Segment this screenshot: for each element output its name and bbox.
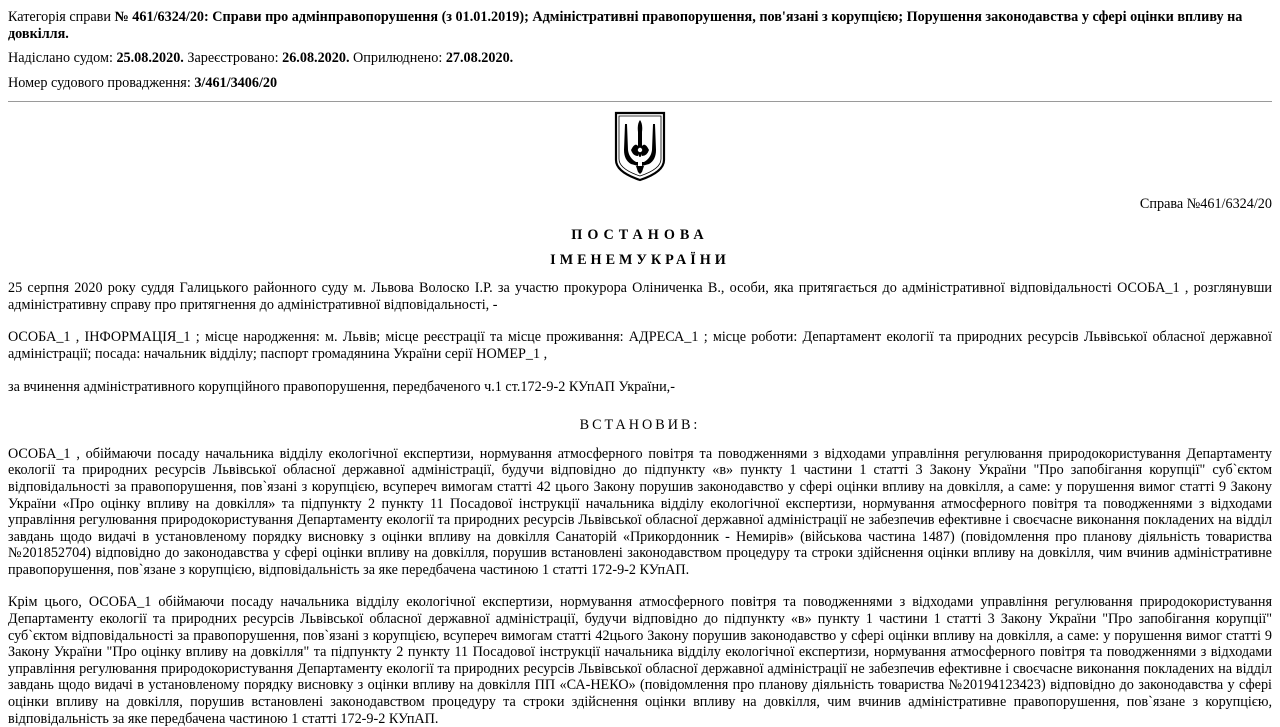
decision-heading: ПОСТАНОВА	[571, 226, 709, 243]
registered-date: 26.08.2020.	[282, 50, 350, 67]
case-category-value: № 461/6324/20: Справи про адмінправопорушення (з 01.01.2019); Адміністративні правопорушення, пов'язані з корупцією; Порушення законодавства у сфері оцінки впливу на довкілля.	[8, 9, 1243, 42]
case-category-line	[8, 9, 1272, 42]
paragraph-charge: за вчинення адміністративного корупційного правопорушення, передбаченого ч.1 ст.172-9-2 КУпАП України,-	[8, 378, 675, 395]
in-the-name-of-ukraine-heading: ІМЕНЕМУКРАЇНИ	[550, 251, 730, 268]
published-date: 27.08.2020.	[445, 50, 514, 67]
paragraph-person: ОСОБА_1 , ІНФОРМАЦІЯ_1 ; місце народження: м. Львів; місце реєстрації та місце проживання: АДРЕСА_1 ; місце роботи: Департамент екології та природних ресурсів Львівської обласної державної адміністрації; посада: начальник відділу; паспорт громадянина України серії НОМЕР_1 ,	[8, 329, 1272, 362]
proceeding-line	[8, 75, 1272, 92]
registered-label: Зареєстровано:	[183, 50, 283, 67]
header-divider	[8, 101, 1272, 102]
paragraph-findings-2: Крім цього, ОСОБА_1 обіймаючи посаду начальника відділу екологічної експертизи, нормування атмосферного повітря та поводженнями з відходами управління регулювання природокористування Департаменту екології та природних ресурсів Львівської обласної державної адміністрації, будучи відповідно до підпункту «в» пункту 1 частини 1 статті 3 Закону України "Про запобігання корупції" суб`єктом відповідальності за правопорушення, пов`язані з корупцією, всупереч вимогам статті 42цього Закону порушив законодавство у сфері оцінки впливу на довкілля, а саме: у порушення вимог статті 9 Закону України "Про оцінку впливу на довкілля" та підпункту 2 пункту 11 Посадової інструкції начальника відділу екологічної експертизи, нормування атмосферного повітря та поводженнями з відходами управління регулювання природокористування Департаменту екології та природних ресурсів Львівської обласної державної адміністрації не забезпечив ефективне і своєчасне виконання покладених на відділ завдань щодо видачі в установленому порядку висновку з оцінки впливу на довкілля ПП «СА-НЕКО» (повідомлення про планову діяльність товариства №20194123423) відповідно до законодавства у сфері оцінки впливу на довкілля, порушив встановлені законодавством процедуру та строки здійснення оцінки впливу на довкілля, чим вчинив адміністративне правопорушення, пов`язане з корупцією, відповідальність за яке передбачена частиною 1 статті 172-9-2 КУпАП.	[8, 594, 1272, 727]
proceeding-label: Номер судового провадження:	[8, 74, 195, 91]
published-label: Оприлюднено:	[349, 50, 446, 67]
established-heading: ВСТАНОВИВ:	[579, 417, 701, 434]
case-category-label: Категорія справи	[8, 9, 115, 25]
sent-date: 25.08.2020.	[116, 50, 184, 67]
dates-line	[8, 50, 1272, 67]
document-metadata	[8, 9, 1272, 91]
proceeding-number: 3/461/3406/20	[194, 74, 278, 91]
sent-label: Надіслано судом:	[8, 50, 117, 67]
paragraph-intro: 25 серпня 2020 року суддя Галицького районного суду м. Львова Волоско І.Р. за участю прокурора Оліниченка В., особи, яка притягається до адміністративної відповідальності ОСОБА_1 , розглянувши адміністративну справу про притягнення до адміністративної відповідальності, -	[8, 280, 1272, 313]
case-reference: Справа №461/6324/20	[1139, 196, 1272, 213]
coat-of-arms-icon	[8, 110, 1272, 182]
paragraph-findings-1: ОСОБА_1 , обіймаючи посаду начальника відділу екологічної експертизи, нормування атмосферного повітря та поводженнями з відходами управління регулювання природокористування Департаменту екології та природних ресурсів Львівської обласної державної адміністрації, будучи відповідно до підпункту «в» пункту 1 частини 1 статті 3 Закону України "Про запобігання корупції" суб`єктом відповідальності за правопорушення, пов`язані з корупцією, всупереч вимогам статті 42 цього Закону порушив законодавство у сфері оцінки впливу на довкілля, а саме: у порушення вимог статті 9 Закону України «Про оцінку впливу на довкілля» та підпункту 2 пункту 11 Посадової інструкції начальника відділу екологічної експертизи, нормування атмосферного повітря та поводженнями з відходами управління регулювання природокористування Департаменту екології та природних ресурсів Львівської обласної державної адміністрації не забезпечив ефективне і своєчасне виконання покладених на відділ завдань щодо видачі в установленому порядку висновку з оцінки впливу на довкілля Санаторій «Прикордонник - Немирів» (військова частина 1487) (повідомлення про планову діяльність товариства №201852704) відповідно до законодавства у сфері оцінки впливу на довкілля, порушив встановлені законодавством процедуру та строки здійснення оцінки впливу на довкілля, чим вчинив адміністративне правопорушення, пов`язане з корупцією, відповідальність за яке передбачена частиною 1 статті 172-9-2 КУпАП.	[8, 445, 1272, 578]
